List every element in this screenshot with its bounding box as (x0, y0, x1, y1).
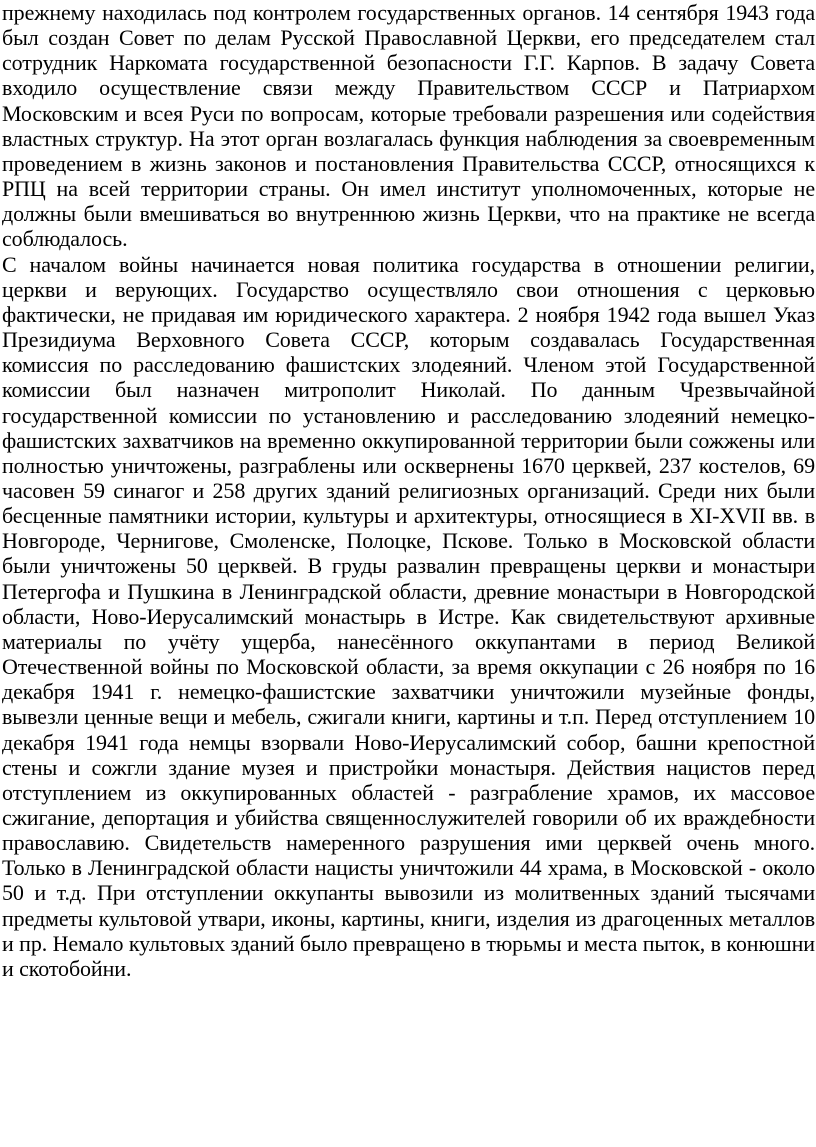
paragraph-1: прежнему находилась под контролем государственных органов. 14 сентября 1943 года был создан Совет по делам Русской Православной Церкви, его председателем стал сотрудник Наркомата государственной безопасности Г.Г. Карпов. В задачу Совета входило осуществление связи между Правительством СССР и Патриархом Московским и всея Руси по вопросам, которые требовали разрешения или содействия властных структур. На этот орган возлагалась функция наблюдения за своевременным проведением в жизнь законов и постановления Правительства СССР, относящихся к РПЦ на всей территории страны. Он имел институт уполномоченных, которые не должны были вмешиваться во внутреннюю жизнь Церкви, что на практике не всегда соблюдалось. (2, 0, 815, 252)
paragraph-2: С началом войны начинается новая политика государства в отношении религии, церкви и верующих. Государство осуществляло свои отношения с церковью фактически, не придавая им юридического характера. 2 ноября 1942 года вышел Указ Президиума Верховного Совета СССР, которым создавалась Государственная комиссия по расследованию фашистских злодеяний. Членом этой Государственной комиссии был назначен митрополит Николай. По данным Чрезвычайной государственной комиссии по установлению и расследованию злодеяний немецко-фашистских захватчиков на временно оккупированной территории были сожжены или полностью уничтожены, разграблены или осквернены 1670 церквей, 237 костелов, 69 часовен 59 синагог и 258 других зданий религиозных организаций. Среди них были бесценные памятники истории, культуры и архитектуры, относящиеся в XI-XVII вв. в Новгороде, Чернигове, Смоленске, Полоцке, Пскове. Только в Московской области были уничтожены 50 церквей. В груды развалин превращены церкви и монастыри Петергофа и Пушкина в Ленинградской области, древние монастыри в Новгородской области, Ново-Иерусалимский монастырь в Истре. Как свидетельствуют архивные материалы по учёту ущерба, нанесённого оккупантами в период Великой Отечественной войны по Московской области, за время оккупации с 26 ноября по 16 декабря 1941 г. немецко-фашистские захватчики уничтожили музейные фонды, вывезли ценные вещи и мебель, сжигали книги, картины и т.п. Перед отступлением 10 декабря 1941 года немцы взорвали Ново-Иерусалимский собор, башни крепостной стены и сожгли здание музея и пристройки монастыря. Действия нацистов перед отступлением из оккупированных областей - разграбление храмов, их массовое сжигание, депортация и убийства священнослужителей говорили об их враждебности православию. Свидетельств намеренного разрушения ими церквей очень много. Только в Ленинградской области нацисты уничтожили 44 храма, в Московской - около 50 и т.д. При отступлении оккупанты вывозили из молитвенных зданий тысячами предметы культовой утвари, иконы, картины, книги, изделия из драгоценных металлов и пр. Немало культовых зданий было превращено в тюрьмы и места пыток, в конюшни и скотобойни. (2, 251, 815, 981)
